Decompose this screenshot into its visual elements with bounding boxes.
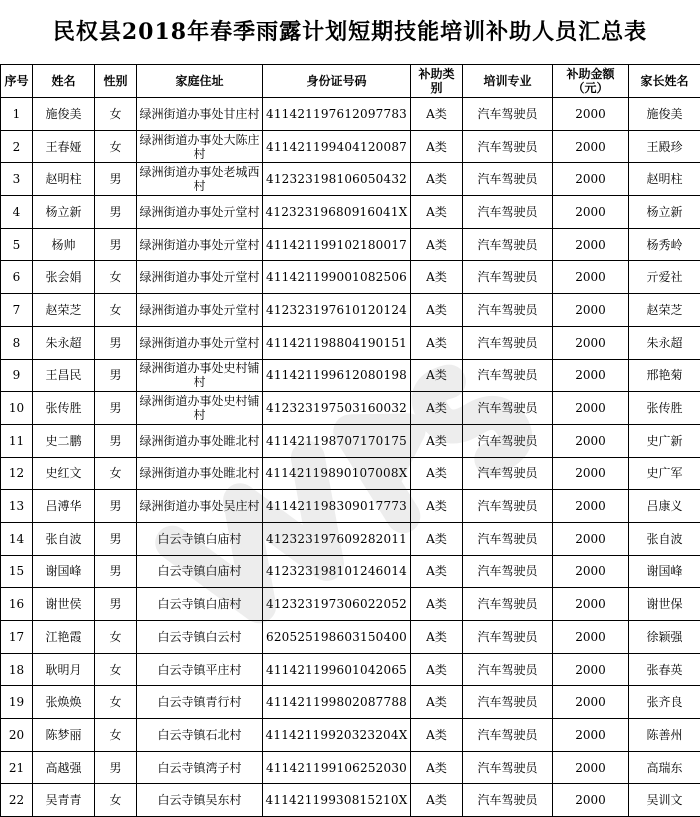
- table-row: [1, 261, 700, 294]
- table-row: [1, 653, 700, 686]
- row-major: 汽车驾驶员: [463, 359, 553, 392]
- table-row: [1, 359, 700, 392]
- row-index: 15: [1, 555, 33, 588]
- row-gender: 女: [95, 130, 137, 163]
- table-row: [1, 424, 700, 457]
- row-address: 白云寺镇白云村: [137, 621, 263, 654]
- row-index: 14: [1, 522, 33, 555]
- row-address: 绿洲街道办事处亓堂村: [137, 261, 263, 294]
- row-category: A类: [411, 555, 463, 588]
- col-header-index: 序号: [1, 65, 33, 98]
- row-index: 20: [1, 719, 33, 752]
- subsidy-roster-table: [0, 64, 700, 817]
- row-major: 汽车驾驶员: [463, 392, 553, 425]
- row-major: 汽车驾驶员: [463, 98, 553, 131]
- row-gender: 女: [95, 653, 137, 686]
- row-index: 7: [1, 294, 33, 327]
- row-name: 史二鹏: [33, 424, 95, 457]
- col-header-category: 补助类别: [411, 65, 463, 98]
- row-address: 绿洲街道办事处史村铺村: [137, 359, 263, 392]
- row-index: 10: [1, 392, 33, 425]
- row-category: A类: [411, 98, 463, 131]
- row-id-number: 41142119920323204X: [263, 719, 411, 752]
- row-id-number: 41142119930815210X: [263, 784, 411, 817]
- row-id-number: 411421198804190151: [263, 326, 411, 359]
- row-index: 2: [1, 130, 33, 163]
- row-category: A类: [411, 719, 463, 752]
- row-major: 汽车驾驶员: [463, 588, 553, 621]
- col-header-id-number: 身份证号码: [263, 65, 411, 98]
- row-id-number: 41232319680916041X: [263, 196, 411, 229]
- col-header-parent: 家长姓名: [629, 65, 700, 98]
- row-category: A类: [411, 261, 463, 294]
- table-row: [1, 621, 700, 654]
- row-parent-name: 张传胜: [629, 392, 700, 425]
- row-name: 张会娟: [33, 261, 95, 294]
- row-gender: 男: [95, 490, 137, 523]
- row-address: 白云寺镇白庙村: [137, 555, 263, 588]
- row-name: 高越强: [33, 751, 95, 784]
- row-address: 白云寺镇青行村: [137, 686, 263, 719]
- row-address: 白云寺镇吴东村: [137, 784, 263, 817]
- row-index: 6: [1, 261, 33, 294]
- row-category: A类: [411, 228, 463, 261]
- row-category: A类: [411, 196, 463, 229]
- row-parent-name: 张齐良: [629, 686, 700, 719]
- table-row: [1, 228, 700, 261]
- row-category: A类: [411, 130, 463, 163]
- row-name: 赵明柱: [33, 163, 95, 196]
- row-parent-name: 朱永超: [629, 326, 700, 359]
- row-major: 汽车驾驶员: [463, 163, 553, 196]
- row-category: A类: [411, 326, 463, 359]
- table-row: [1, 163, 700, 196]
- row-address: 白云寺镇湾子村: [137, 751, 263, 784]
- row-parent-name: 张春英: [629, 653, 700, 686]
- row-parent-name: 史广新: [629, 424, 700, 457]
- row-amount: 2000: [553, 294, 629, 327]
- row-amount: 2000: [553, 130, 629, 163]
- row-parent-name: 陈善州: [629, 719, 700, 752]
- row-name: 赵荣芝: [33, 294, 95, 327]
- table-header-row: [1, 65, 700, 98]
- col-header-address: 家庭住址: [137, 65, 263, 98]
- row-category: A类: [411, 392, 463, 425]
- row-gender: 女: [95, 294, 137, 327]
- row-id-number: 411421199601042065: [263, 653, 411, 686]
- row-category: A类: [411, 457, 463, 490]
- row-amount: 2000: [553, 261, 629, 294]
- table-row: [1, 686, 700, 719]
- row-category: A类: [411, 294, 463, 327]
- row-name: 张自波: [33, 522, 95, 555]
- row-gender: 男: [95, 424, 137, 457]
- row-name: 朱永超: [33, 326, 95, 359]
- row-index: 4: [1, 196, 33, 229]
- row-major: 汽车驾驶员: [463, 751, 553, 784]
- row-parent-name: 王殿珍: [629, 130, 700, 163]
- row-category: A类: [411, 686, 463, 719]
- row-category: A类: [411, 653, 463, 686]
- row-id-number: 412323197609282011: [263, 522, 411, 555]
- table-row: [1, 130, 700, 163]
- row-name: 谢国峰: [33, 555, 95, 588]
- row-major: 汽车驾驶员: [463, 653, 553, 686]
- row-index: 5: [1, 228, 33, 261]
- row-address: 绿洲街道办事处亓堂村: [137, 228, 263, 261]
- row-id-number: 411421199802087788: [263, 686, 411, 719]
- row-address: 绿洲街道办事处甘庄村: [137, 98, 263, 131]
- row-name: 杨帅: [33, 228, 95, 261]
- row-index: 3: [1, 163, 33, 196]
- row-amount: 2000: [553, 228, 629, 261]
- col-header-gender: 性别: [95, 65, 137, 98]
- row-index: 9: [1, 359, 33, 392]
- row-gender: 男: [95, 522, 137, 555]
- row-id-number: 411421199102180017: [263, 228, 411, 261]
- col-header-amount: 补助金额（元）: [553, 65, 629, 98]
- row-name: 吴青青: [33, 784, 95, 817]
- row-major: 汽车驾驶员: [463, 686, 553, 719]
- table-row: [1, 588, 700, 621]
- row-name: 陈梦丽: [33, 719, 95, 752]
- row-parent-name: 史广军: [629, 457, 700, 490]
- row-gender: 女: [95, 784, 137, 817]
- row-amount: 2000: [553, 457, 629, 490]
- row-name: 江艳霞: [33, 621, 95, 654]
- row-address: 绿洲街道办事处睢北村: [137, 457, 263, 490]
- row-id-number: 411421199001082506: [263, 261, 411, 294]
- row-address: 白云寺镇白庙村: [137, 522, 263, 555]
- row-parent-name: 张自波: [629, 522, 700, 555]
- row-id-number: 411421199404120087: [263, 130, 411, 163]
- row-gender: 女: [95, 686, 137, 719]
- row-parent-name: 杨立新: [629, 196, 700, 229]
- row-amount: 2000: [553, 653, 629, 686]
- row-address: 绿洲街道办事处亓堂村: [137, 326, 263, 359]
- row-id-number: 41142119890107008X: [263, 457, 411, 490]
- row-major: 汽车驾驶员: [463, 424, 553, 457]
- row-parent-name: 高瑞东: [629, 751, 700, 784]
- row-id-number: 412323198101246014: [263, 555, 411, 588]
- row-name: 施俊美: [33, 98, 95, 131]
- row-amount: 2000: [553, 686, 629, 719]
- row-major: 汽车驾驶员: [463, 261, 553, 294]
- row-name: 吕溥华: [33, 490, 95, 523]
- row-parent-name: 徐颖强: [629, 621, 700, 654]
- row-name: 王昌民: [33, 359, 95, 392]
- row-index: 13: [1, 490, 33, 523]
- row-major: 汽车驾驶员: [463, 555, 553, 588]
- row-category: A类: [411, 163, 463, 196]
- row-name: 杨立新: [33, 196, 95, 229]
- row-index: 1: [1, 98, 33, 131]
- row-gender: 女: [95, 98, 137, 131]
- row-gender: 女: [95, 621, 137, 654]
- table-row: [1, 294, 700, 327]
- row-parent-name: 吴训文: [629, 784, 700, 817]
- row-index: 12: [1, 457, 33, 490]
- row-major: 汽车驾驶员: [463, 457, 553, 490]
- row-category: A类: [411, 784, 463, 817]
- row-major: 汽车驾驶员: [463, 196, 553, 229]
- row-index: 17: [1, 621, 33, 654]
- row-category: A类: [411, 424, 463, 457]
- row-id-number: 411421198707170175: [263, 424, 411, 457]
- row-parent-name: 谢世保: [629, 588, 700, 621]
- row-parent-name: 谢国峰: [629, 555, 700, 588]
- row-amount: 2000: [553, 522, 629, 555]
- row-gender: 男: [95, 359, 137, 392]
- row-major: 汽车驾驶员: [463, 326, 553, 359]
- row-index: 11: [1, 424, 33, 457]
- row-parent-name: 亓爱社: [629, 261, 700, 294]
- row-major: 汽车驾驶员: [463, 522, 553, 555]
- row-amount: 2000: [553, 621, 629, 654]
- row-category: A类: [411, 522, 463, 555]
- row-gender: 男: [95, 751, 137, 784]
- table-row: [1, 719, 700, 752]
- row-amount: 2000: [553, 588, 629, 621]
- row-address: 绿洲街道办事处亓堂村: [137, 196, 263, 229]
- row-parent-name: 施俊美: [629, 98, 700, 131]
- row-index: 16: [1, 588, 33, 621]
- row-name: 耿明月: [33, 653, 95, 686]
- table-row: [1, 392, 700, 425]
- row-index: 8: [1, 326, 33, 359]
- row-major: 汽车驾驶员: [463, 621, 553, 654]
- row-parent-name: 赵荣芝: [629, 294, 700, 327]
- table-row: [1, 457, 700, 490]
- table-row: [1, 555, 700, 588]
- row-name: 史红文: [33, 457, 95, 490]
- table-row: [1, 490, 700, 523]
- row-major: 汽车驾驶员: [463, 490, 553, 523]
- row-gender: 男: [95, 392, 137, 425]
- row-id-number: 411421199106252030: [263, 751, 411, 784]
- row-amount: 2000: [553, 784, 629, 817]
- row-category: A类: [411, 751, 463, 784]
- row-id-number: 412323197610120124: [263, 294, 411, 327]
- row-name: 张焕焕: [33, 686, 95, 719]
- row-parent-name: 赵明柱: [629, 163, 700, 196]
- row-address: 白云寺镇白庙村: [137, 588, 263, 621]
- row-gender: 女: [95, 261, 137, 294]
- col-header-name: 姓名: [33, 65, 95, 98]
- row-amount: 2000: [553, 163, 629, 196]
- row-address: 绿洲街道办事处史村铺村: [137, 392, 263, 425]
- row-index: 19: [1, 686, 33, 719]
- row-index: 21: [1, 751, 33, 784]
- row-id-number: 411421197612097783: [263, 98, 411, 131]
- row-major: 汽车驾驶员: [463, 784, 553, 817]
- row-gender: 男: [95, 196, 137, 229]
- row-id-number: 620525198603150400: [263, 621, 411, 654]
- row-address: 绿洲街道办事处睢北村: [137, 424, 263, 457]
- row-gender: 男: [95, 326, 137, 359]
- row-gender: 男: [95, 588, 137, 621]
- document-title: 民权县2018年春季雨露计划短期技能培训补助人员汇总表: [0, 0, 700, 64]
- row-id-number: 412323198106050432: [263, 163, 411, 196]
- row-id-number: 412323197503160032: [263, 392, 411, 425]
- row-parent-name: 吕康义: [629, 490, 700, 523]
- row-address: 绿洲街道办事处大陈庄村: [137, 130, 263, 163]
- row-id-number: 412323197306022052: [263, 588, 411, 621]
- row-amount: 2000: [553, 751, 629, 784]
- row-id-number: 411421198309017773: [263, 490, 411, 523]
- row-major: 汽车驾驶员: [463, 294, 553, 327]
- row-major: 汽车驾驶员: [463, 228, 553, 261]
- row-amount: 2000: [553, 490, 629, 523]
- row-gender: 女: [95, 719, 137, 752]
- row-amount: 2000: [553, 326, 629, 359]
- row-amount: 2000: [553, 424, 629, 457]
- row-category: A类: [411, 490, 463, 523]
- table-row: [1, 196, 700, 229]
- row-category: A类: [411, 588, 463, 621]
- col-header-major: 培训专业: [463, 65, 553, 98]
- row-amount: 2000: [553, 719, 629, 752]
- row-parent-name: 邢艳菊: [629, 359, 700, 392]
- row-name: 谢世侯: [33, 588, 95, 621]
- row-amount: 2000: [553, 392, 629, 425]
- table-row: [1, 98, 700, 131]
- table-row: [1, 784, 700, 817]
- row-amount: 2000: [553, 196, 629, 229]
- row-parent-name: 杨秀岭: [629, 228, 700, 261]
- row-amount: 2000: [553, 359, 629, 392]
- table-row: [1, 326, 700, 359]
- row-gender: 男: [95, 228, 137, 261]
- row-name: 张传胜: [33, 392, 95, 425]
- row-category: A类: [411, 621, 463, 654]
- row-address: 绿洲街道办事处吴庄村: [137, 490, 263, 523]
- row-major: 汽车驾驶员: [463, 719, 553, 752]
- row-address: 白云寺镇平庄村: [137, 653, 263, 686]
- table-body: [1, 98, 700, 817]
- row-index: 18: [1, 653, 33, 686]
- row-category: A类: [411, 359, 463, 392]
- row-gender: 女: [95, 457, 137, 490]
- row-id-number: 411421199612080198: [263, 359, 411, 392]
- row-gender: 男: [95, 163, 137, 196]
- table-row: [1, 522, 700, 555]
- row-index: 22: [1, 784, 33, 817]
- row-gender: 男: [95, 555, 137, 588]
- row-address: 白云寺镇石北村: [137, 719, 263, 752]
- row-address: 绿洲街道办事处亓堂村: [137, 294, 263, 327]
- row-major: 汽车驾驶员: [463, 130, 553, 163]
- row-amount: 2000: [553, 555, 629, 588]
- table-row: [1, 751, 700, 784]
- row-address: 绿洲街道办事处老城西村: [137, 163, 263, 196]
- row-amount: 2000: [553, 98, 629, 131]
- row-name: 王春娅: [33, 130, 95, 163]
